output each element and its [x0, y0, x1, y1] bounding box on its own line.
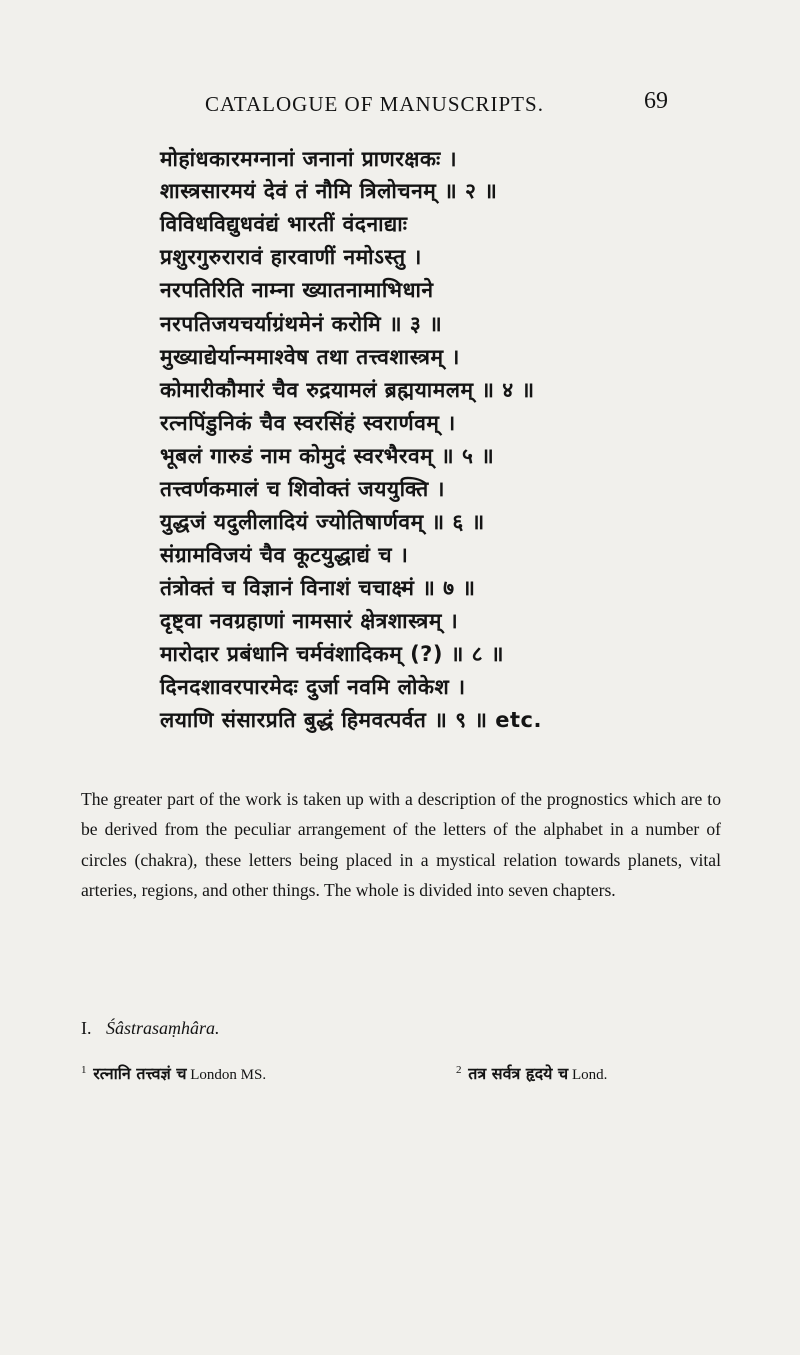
footnote-source: London MS.: [190, 1067, 267, 1083]
verse-line: मारोदार प्रबंधानि चर्मवंशादिकम् (?) ॥ ८ ॥: [160, 642, 504, 666]
verse-line: शास्त्रसारमयं देवं तं नौमि त्रिलोचनम् ॥ २ ॥: [160, 179, 498, 203]
footnote-mark: 1: [81, 1064, 87, 1076]
verse-line: रत्नपिंडुनिकं चैव स्वरसिंहं स्वरार्णवम् ।: [160, 411, 456, 435]
verse-line: लयाणि संसारप्रति बुद्धं हिमवत्पर्वत ॥ ९ ॥ etc.: [160, 708, 542, 732]
footnote-variant-reading: तत्र सर्वत्र हृदये च: [468, 1064, 569, 1083]
footnote-source: Lond.: [571, 1067, 608, 1083]
footnote: [81, 1062, 266, 1084]
verse-line: नरपतिजयचर्याग्रंथमेनं करोमि ॥ ३ ॥: [160, 312, 443, 336]
section-heading: [81, 1018, 220, 1039]
verse-line: तंत्रोक्तं च विज्ञानं विनाशं चचाक्ष्मं ॥ ७ ॥: [160, 576, 476, 600]
verse-line: तत्त्वर्णकमालं च शिवोक्तं जययुक्ति ।: [160, 477, 446, 501]
verse-line: नरपतिरिति नाम्ना ख्यातनामाभिधाने: [160, 278, 434, 302]
verse-line: विविधविद्युधवंद्यं भारतीं वंदनाद्याः: [160, 212, 408, 236]
verse-line: मोहांधकारमग्नानां जनानां प्राणरक्षकः ।: [160, 147, 458, 171]
verse-line: प्रशुरगुरुरारावं हारवाणीं नमोऽस्तु ।: [160, 245, 422, 269]
page-number: 69: [644, 88, 668, 114]
verse-line: कोमारीकौमारं चैव रुद्रयामलं ब्रह्मयामलम् ॥ ४ ॥: [160, 378, 535, 402]
footnote-variant-reading: रत्नानि तत्त्वज्ञं च: [93, 1064, 187, 1083]
section-number: I.: [81, 1018, 92, 1038]
footnote-mark: 2: [456, 1064, 462, 1076]
footnote: [456, 1062, 607, 1084]
verse-line: दृष्ट्वा नवग्रहाणां नामसारं क्षेत्रशास्त्रम् ।: [160, 609, 459, 633]
verse-line: दिनदशावरपारमेदः दुर्जा नवमि लोकेश ।: [160, 675, 466, 699]
verse-line: संग्रामविजयं चैव कूटयुद्धाद्यं च ।: [160, 543, 409, 567]
verse-line: युद्धजं यदुलीलादियं ज्योतिषार्णवम् ॥ ६ ॥: [160, 510, 485, 534]
running-head: [0, 88, 800, 118]
verse-line: मुख्याद्येर्यान्ममाश्वेष तथा तत्त्वशास्त्रम् ।: [160, 345, 460, 369]
description-paragraph: The greater part of the work is taken up with a description of the prognostics which are to be derived from the peculiar arrangement of the letters of the alphabet in a number of circles (chakra), these letters being placed in a mystical relation towards planets, vital arteries, regions, and other things. The whole is divided into seven chapters.: [81, 788, 721, 901]
running-head-title: CATALOGUE OF MANUSCRIPTS.: [205, 92, 544, 116]
section-title: Śâstrasaṃhâra.: [106, 1018, 220, 1038]
verse-line: भूबलं गारुडं नाम कोमुदं स्वरभैरवम् ॥ ५ ॥: [160, 444, 495, 468]
